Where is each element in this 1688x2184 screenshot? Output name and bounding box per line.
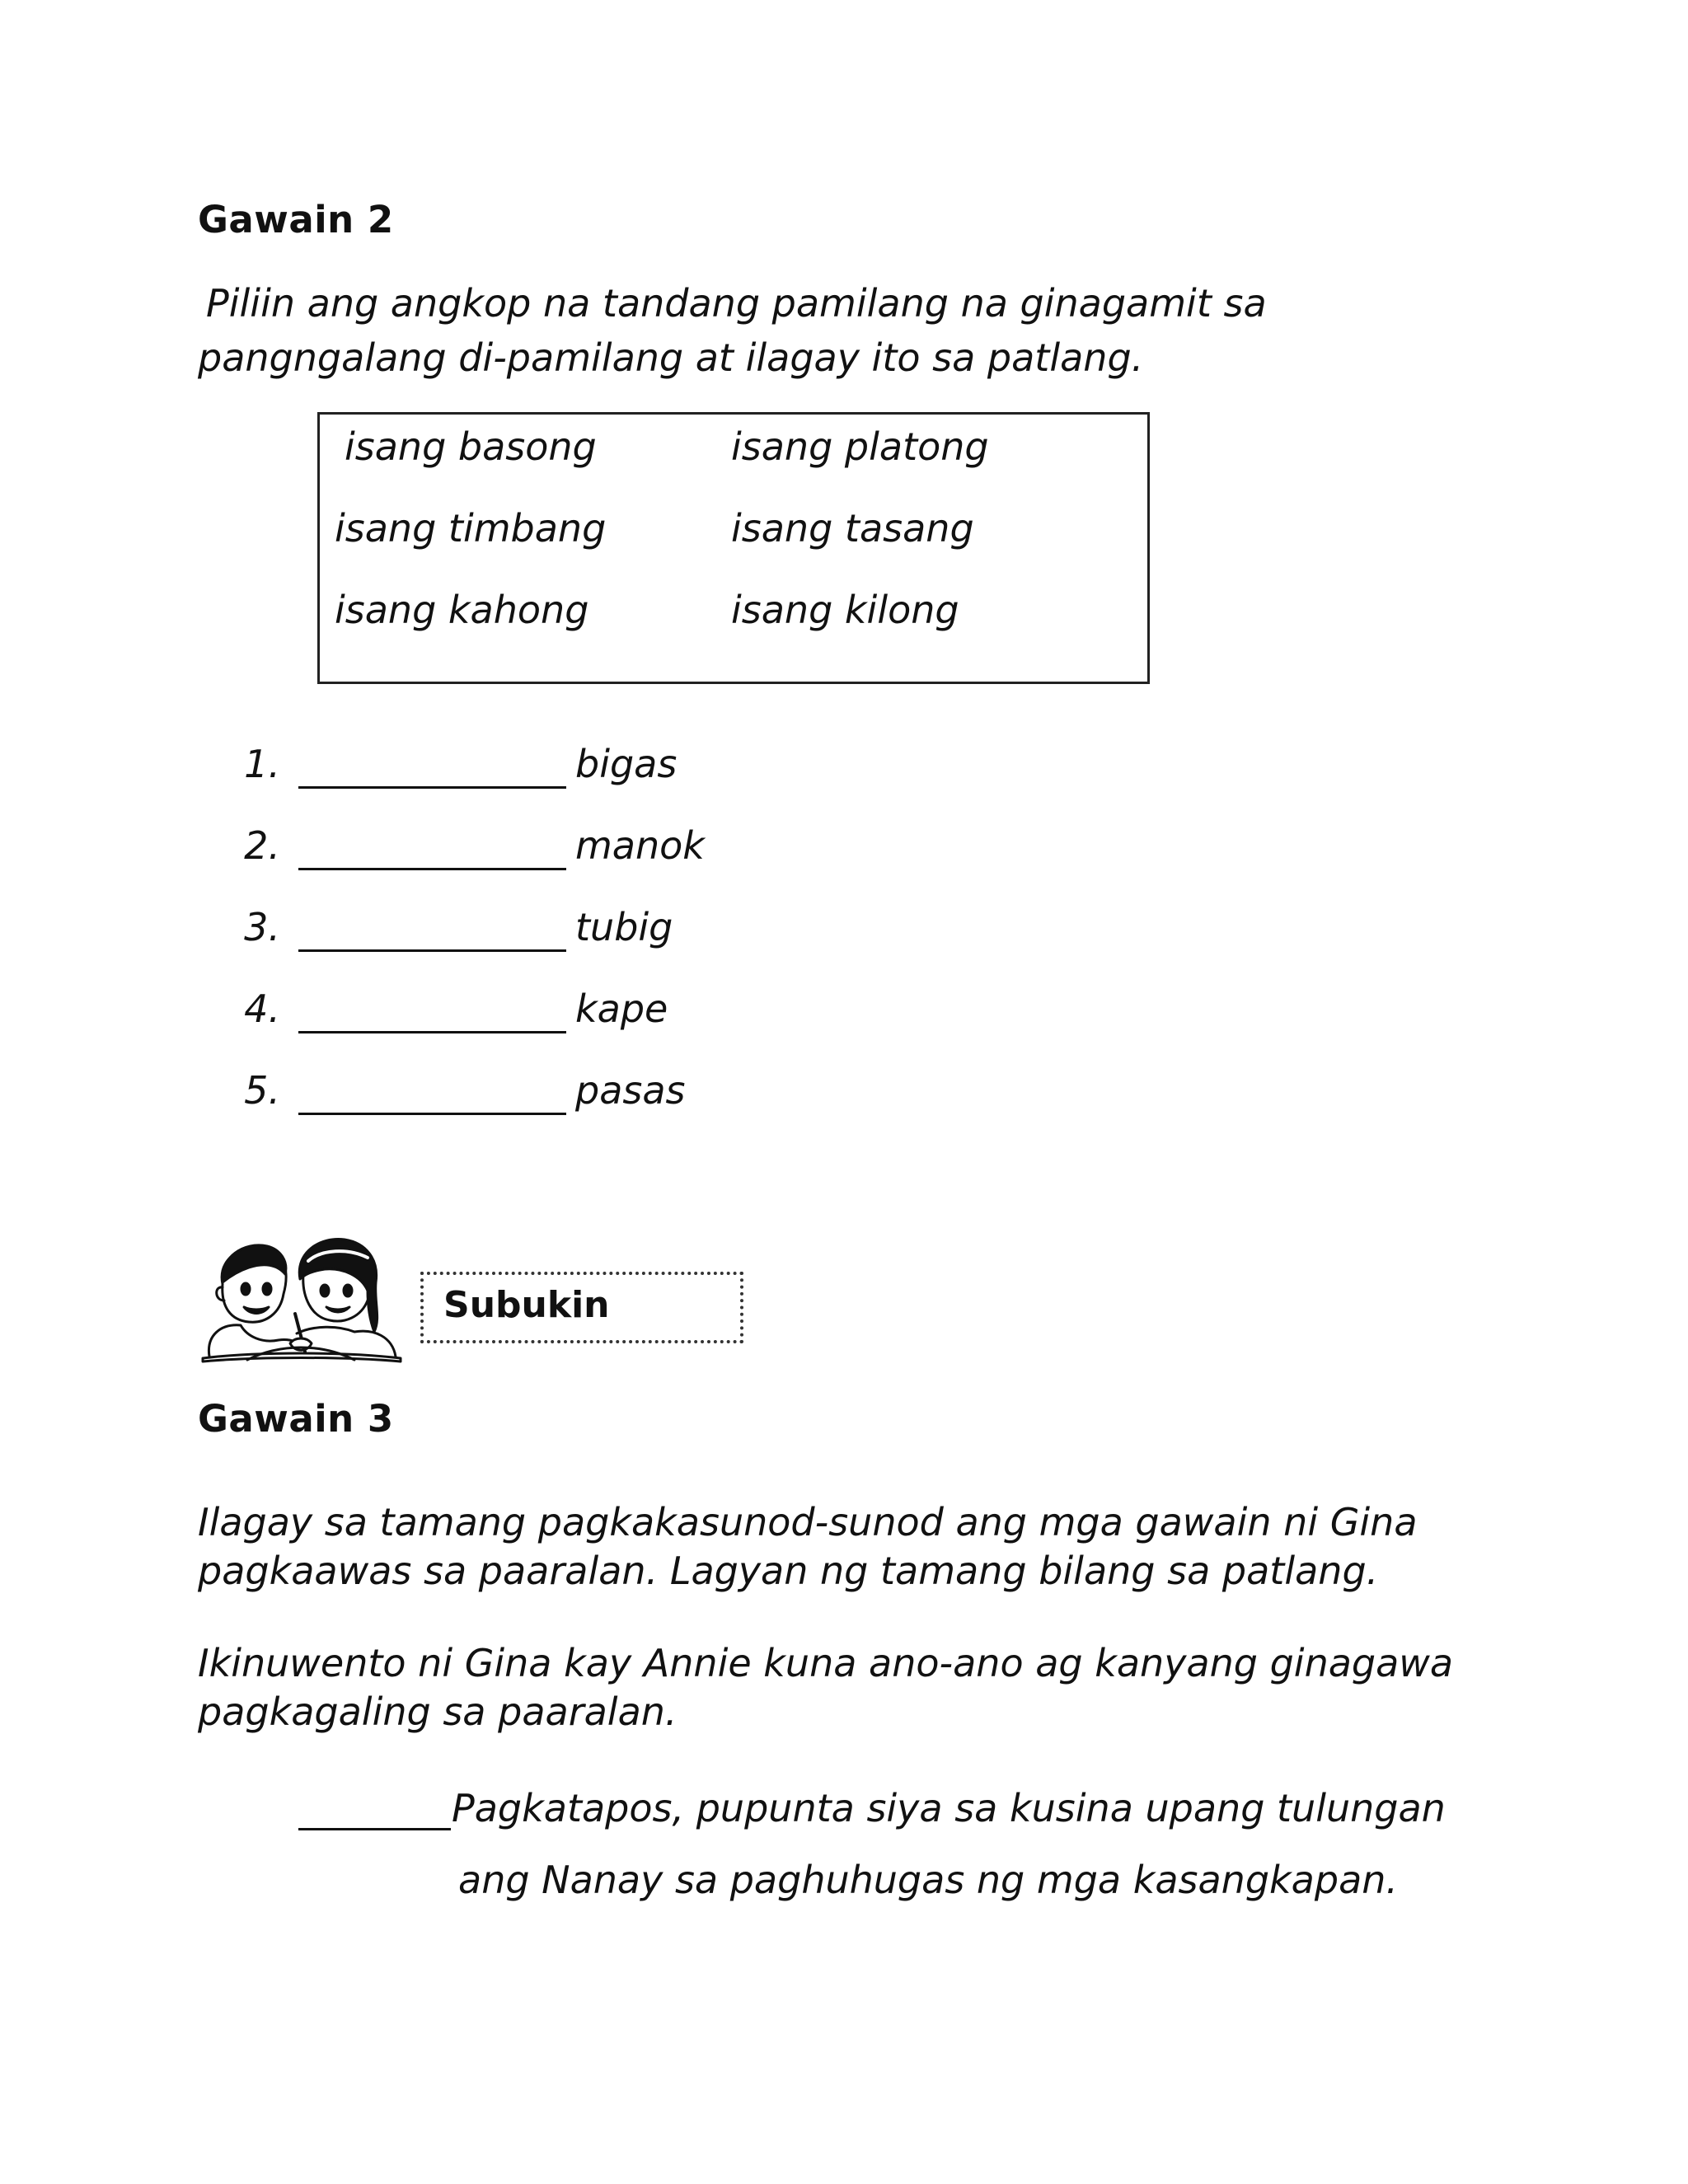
item-number-3: 3. — [244, 905, 280, 949]
subukin-label: Subukin — [443, 1284, 610, 1326]
gawain-3-instruction-line-1: Ilagay sa tamang pagkakasunod-sunod ang mga gawain ni Gina — [198, 1500, 1418, 1544]
gawain-2-title: Gawain 2 — [198, 198, 394, 241]
children-writing-icon — [198, 1228, 404, 1364]
choice-isang-timbang: isang timbang — [335, 506, 607, 551]
answer-blank-2[interactable] — [298, 868, 566, 870]
answer-blank-1[interactable] — [298, 786, 566, 789]
item-word-3: tubig — [575, 905, 673, 949]
gawain-3-story-line-2: pagkagaling sa paaralan. — [198, 1690, 678, 1734]
choice-isang-tasang: isang tasang — [731, 506, 974, 551]
choice-isang-basong: isang basong — [345, 424, 597, 469]
item-number-4: 4. — [244, 987, 280, 1031]
choice-isang-kahong: isang kahong — [335, 588, 589, 632]
sequence-item-line-2: ang Nanay sa paghuhugas ng mga kasangkapan. — [458, 1858, 1399, 1902]
item-word-1: bigas — [575, 742, 678, 786]
gawain-3-story-line-1: Ikinuwento ni Gina kay Annie kuna ano-ano ag kanyang ginagawa — [198, 1641, 1454, 1685]
children-writing-illustration — [198, 1228, 404, 1364]
sequence-item-line-1: Pagkatapos, pupunta siya sa kusina upang tulungan — [452, 1786, 1446, 1830]
item-word-4: kape — [575, 987, 668, 1031]
item-number-1: 1. — [244, 742, 280, 786]
item-number-5: 5. — [244, 1068, 280, 1113]
choice-isang-platong: isang platong — [731, 424, 989, 469]
choice-isang-kilong: isang kilong — [731, 588, 959, 632]
answer-blank-5[interactable] — [298, 1113, 566, 1115]
gawain-2-instruction-line-1: Piliin ang angkop na tandang pamilang na ginagamit sa — [206, 281, 1267, 326]
item-word-5: pasas — [575, 1068, 686, 1113]
item-number-2: 2. — [244, 823, 280, 868]
sequence-blank-1[interactable] — [298, 1828, 451, 1830]
gawain-3-instruction-line-2: pagkaawas sa paaralan. Lagyan ng tamang bilang sa patlang. — [198, 1549, 1379, 1593]
gawain-2-instruction-line-2: pangngalang di-pamilang at ilagay ito sa patlang. — [198, 335, 1144, 380]
answer-blank-4[interactable] — [298, 1031, 566, 1033]
gawain-3-title: Gawain 3 — [198, 1397, 394, 1441]
item-word-2: manok — [575, 823, 705, 868]
answer-blank-3[interactable] — [298, 949, 566, 952]
